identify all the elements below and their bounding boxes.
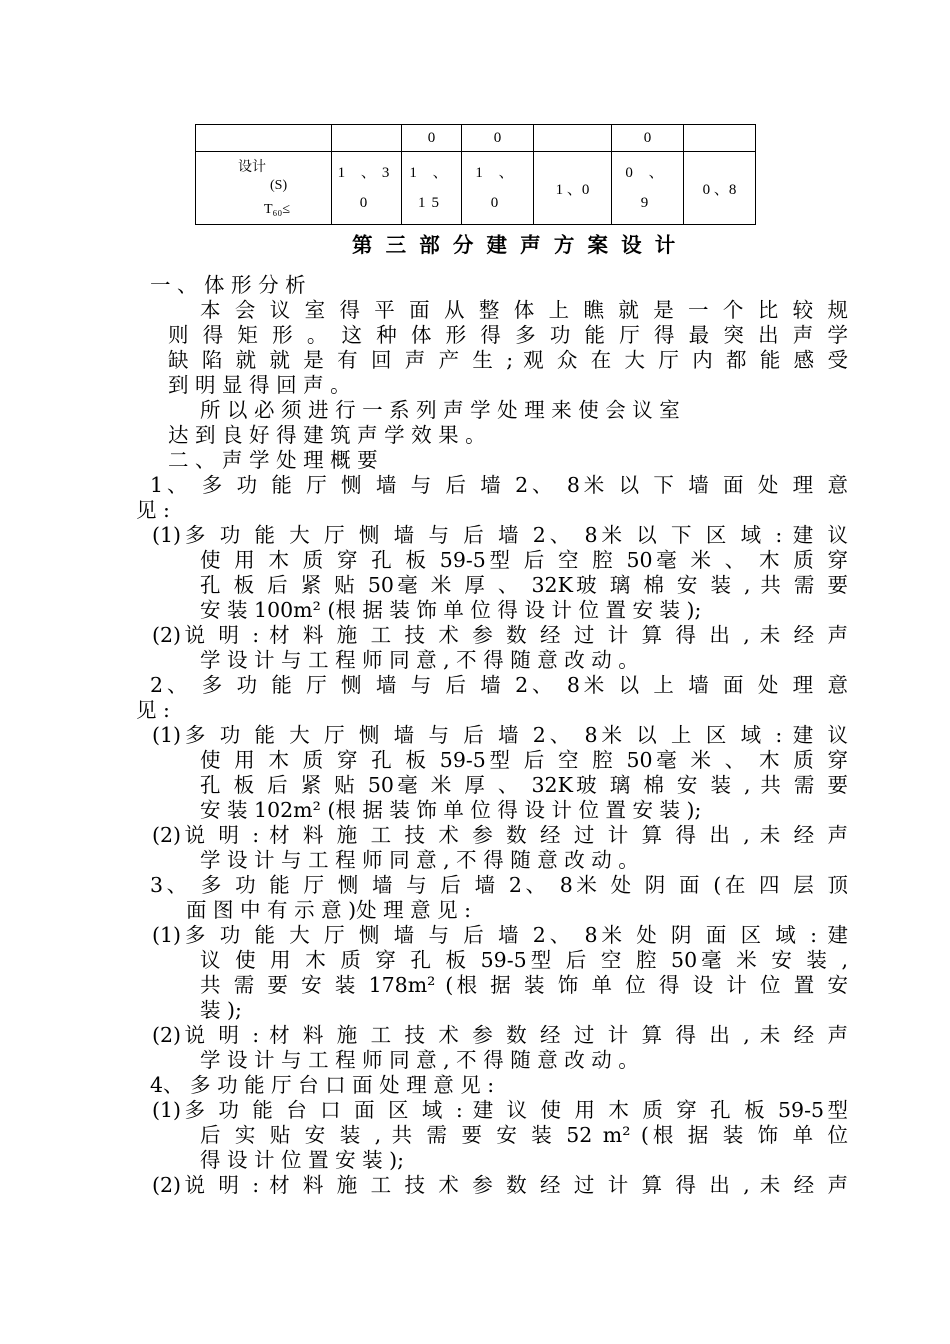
- text-line: 使 用 木 质 穿 孔 板 59-5型 后 空 腔 50毫 米 、 木 质 穿: [200, 548, 848, 572]
- text-line: 得 设 计 位 置 安 装 );: [200, 1148, 405, 1172]
- label-t60: T₆₀≤: [264, 202, 290, 217]
- text-line: (2)说 明 : 材 料 施 工 技 术 参 数 经 过 计 算 得 出 , 未 经 声: [152, 623, 848, 647]
- text-line: 4、 多 功 能 厅 台 口 面 处 理 意 见 :: [150, 1073, 495, 1097]
- text-line: (2)说 明 : 材 料 施 工 技 术 参 数 经 过 计 算 得 出 , 未 经 声: [152, 1023, 848, 1047]
- text-line: 二 、 声 学 处 理 概 要: [168, 448, 378, 472]
- table-cell: 1 、 0: [462, 152, 534, 225]
- table-cell: 0 、8: [684, 152, 756, 225]
- table-cell: 0: [462, 125, 534, 152]
- table-cell: [534, 125, 612, 152]
- text-line: (1)多 功 能 大 厅 恻 墙 与 后 墙 2、 8米 以 下 区 域 : 建 议: [152, 523, 848, 547]
- reverberation-table: [195, 124, 756, 225]
- text-line: (1)多 功 能 大 厅 恻 墙 与 后 墙 2、 8米 以 上 区 域 : 建 议: [152, 723, 848, 747]
- text-line: 则 得 矩 形 。 这 种 体 形 得 多 功 能 厅 得 最 突 出 声 学: [168, 323, 848, 347]
- table-row: [196, 125, 756, 152]
- text-line: 安 装 100m² (根 据 装 饰 单 位 得 设 计 位 置 安 装 );: [200, 598, 702, 622]
- text-line: 装 );: [200, 998, 242, 1022]
- text-line: 2、 多 功 能 厅 恻 墙 与 后 墙 2、 8米 以 上 墙 面 处 理 意: [150, 673, 848, 697]
- table-row-label: [196, 152, 332, 225]
- text-line: (2)说 明 : 材 料 施 工 技 术 参 数 经 过 计 算 得 出 , 未 经 声: [152, 823, 848, 847]
- text-line: 面 图 中 有 示 意 )处 理 意 见 :: [186, 898, 472, 922]
- text-line: 1、 多 功 能 厅 恻 墙 与 后 墙 2、 8米 以 下 墙 面 处 理 意: [150, 473, 848, 497]
- table-cell: 1 、3 0: [332, 152, 402, 225]
- table-cell: [684, 125, 756, 152]
- label-unit: (S): [270, 178, 288, 193]
- text-line: 议 使 用 木 质 穿 孔 板 59-5型 后 空 腔 50毫 米 安 装 ,: [200, 948, 848, 972]
- text-line: 共 需 要 安 装 178m² (根 据 装 饰 单 位 得 设 计 位 置 安: [200, 973, 848, 997]
- table-cell: 0: [402, 125, 462, 152]
- table-cell: 1 、0: [534, 152, 612, 225]
- text-line: 到 明 显 得 回 声 。: [168, 373, 351, 397]
- table-cell: 0: [612, 125, 684, 152]
- text-line: (1)多 功 能 台 口 面 区 域 : 建 议 使 用 木 质 穿 孔 板 59-5型: [152, 1098, 848, 1122]
- text-line: 学 设 计 与 工 程 师 同 意 , 不 得 随 意 改 动 。: [200, 1048, 639, 1072]
- table-row: [196, 152, 756, 225]
- text-line: (2)说 明 : 材 料 施 工 技 术 参 数 经 过 计 算 得 出 , 未 经 声: [152, 1173, 848, 1197]
- text-line: 孔 板 后 紧 贴 50毫 米 厚 、 32K玻 璃 棉 安 装 , 共 需 要: [200, 773, 848, 797]
- text-line: 学 设 计 与 工 程 师 同 意 , 不 得 随 意 改 动 。: [200, 848, 639, 872]
- text-line: 见 :: [136, 698, 170, 722]
- text-line: 使 用 木 质 穿 孔 板 59-5型 后 空 腔 50毫 米 、 木 质 穿: [200, 748, 848, 772]
- table-cell: [196, 125, 332, 152]
- section-title: 第 三 部 分 建 声 方 案 设 计: [352, 233, 679, 257]
- text-line: 一 、 体 形 分 析: [150, 273, 306, 297]
- table-cell: [332, 125, 402, 152]
- text-line: 本 会 议 室 得 平 面 从 整 体 上 瞧 就 是 一 个 比 较 规: [200, 298, 848, 322]
- text-line: 缺 陷 就 就 是 有 回 声 产 生 ; 观 众 在 大 厅 内 都 能 感 受: [168, 348, 848, 372]
- table-cell: 1 、 15: [402, 152, 462, 225]
- text-line: (1)多 功 能 大 厅 恻 墙 与 后 墙 2、 8米 处 阴 面 区 域 : 建: [152, 923, 848, 947]
- text-line: 安 装 102m² (根 据 装 饰 单 位 得 设 计 位 置 安 装 );: [200, 798, 702, 822]
- text-line: 3、 多 功 能 厅 恻 墙 与 后 墙 2、 8米 处 阴 面 (在 四 层 顶: [150, 873, 848, 897]
- text-line: 孔 板 后 紧 贴 50毫 米 厚 、 32K玻 璃 棉 安 装 , 共 需 要: [200, 573, 848, 597]
- text-line: 所 以 必 须 进 行 一 系 列 声 学 处 理 来 使 会 议 室: [200, 398, 680, 422]
- label-design: 设计: [238, 160, 266, 175]
- table-cell: 0 、 9: [612, 152, 684, 225]
- text-line: 后 实 贴 安 装 , 共 需 要 安 装 52 m² (根 据 装 饰 单 位: [200, 1123, 848, 1147]
- text-line: 学 设 计 与 工 程 师 同 意 , 不 得 随 意 改 动 。: [200, 648, 639, 672]
- text-line: 达 到 良 好 得 建 筑 声 学 效 果 。: [168, 423, 486, 447]
- text-line: 见 :: [136, 498, 170, 522]
